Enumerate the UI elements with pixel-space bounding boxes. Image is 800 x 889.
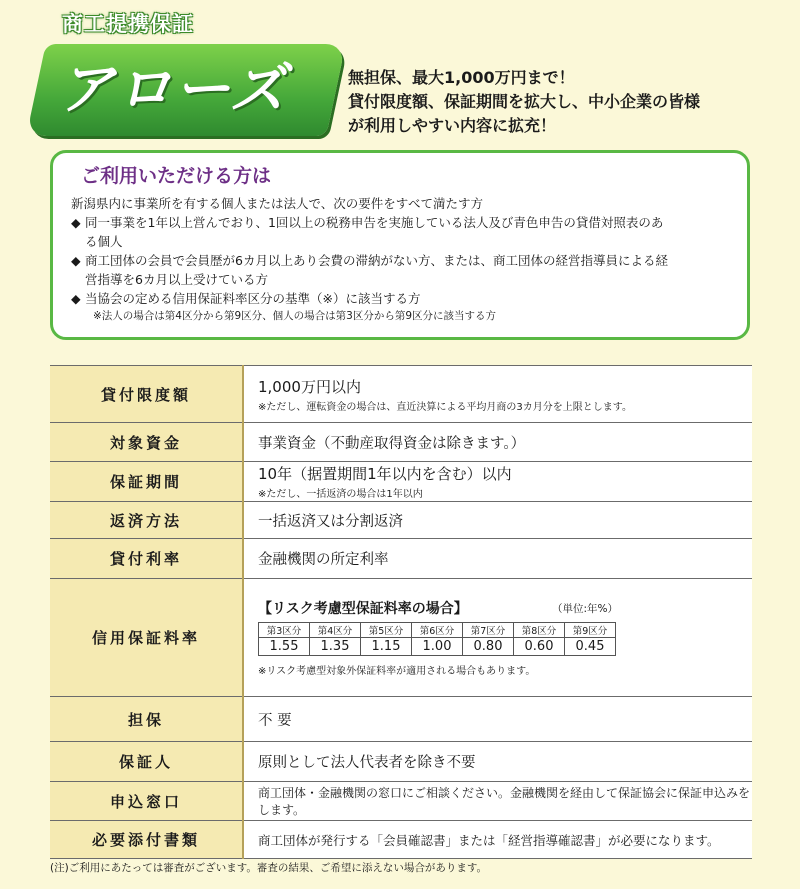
eligibility-note: ※法人の場合は第4区分から第9区分、個人の場合は第3区分から第9区分に該当する方	[93, 310, 497, 322]
table-row	[50, 502, 752, 539]
tagline-line: が利用しやすい内容に拡充！	[348, 116, 557, 135]
documents-value: 商工団体が発行する「会員確認書」または「経営指導確認書」が必要になります。	[243, 821, 752, 859]
repayment-value: 一括返済又は分割返済	[243, 502, 752, 539]
table-row	[50, 821, 752, 859]
fee-header	[258, 598, 618, 618]
purpose-value: 事業資金（不動産取得資金は除きます。）	[243, 423, 752, 462]
diamond-icon: ◆	[71, 253, 81, 268]
eligibility-requirement	[71, 289, 733, 308]
row-value	[243, 366, 752, 423]
eligibility-requirement	[71, 213, 733, 251]
row-label: 申込窓口	[50, 782, 243, 821]
eligibility-requirement	[71, 251, 733, 289]
requirement-text: 商工団体の会員で会員歴が6カ月以上あり会費の滞納がない方、または、商工団体の経営指導員による経	[85, 253, 668, 268]
fee-rate: 1.55	[259, 638, 310, 656]
product-subtitle: 商工提携保証	[62, 12, 194, 36]
fee-rate: 1.15	[361, 638, 412, 656]
row-label: 返済方法	[50, 502, 243, 539]
fee-heading: 【リスク考慮型保証料率の場合】	[258, 601, 468, 617]
row-label: 貸付利率	[50, 539, 243, 579]
row-value	[243, 462, 752, 502]
table-row	[50, 697, 752, 742]
table-row	[50, 366, 752, 423]
table-row	[50, 782, 752, 821]
requirement-text: 営指導を6カ月以上受けている方	[85, 272, 268, 287]
fee-rate-row	[259, 638, 616, 656]
row-label: 貸付限度額	[50, 366, 243, 423]
fee-rate: 1.00	[412, 638, 463, 656]
terms-table	[50, 365, 752, 859]
footnote: (注)ご利用にあたっては審査がございます。審査の結果、ご希望に添えない場合があります。	[50, 862, 488, 874]
fee-class: 第6区分	[412, 623, 463, 638]
row-label: 保証期間	[50, 462, 243, 502]
requirement-text: 同一事業を1年以上営んでおり、1回以上の税務申告を実施している法人及び青色申告の貸借対照表のあ	[85, 215, 664, 230]
table-row	[50, 539, 752, 579]
tagline-line: 貸付限度額、保証期間を拡大し、中小企業の皆様	[348, 92, 701, 111]
row-label: 担保	[50, 697, 243, 742]
fee-class: 第3区分	[259, 623, 310, 638]
eligibility-box	[50, 150, 750, 340]
fee-class: 第9区分	[565, 623, 616, 638]
table-row	[50, 742, 752, 782]
fee-class: 第8区分	[514, 623, 565, 638]
limit-note: ※ただし、運転資金の場合は、直近決算による平均月商の3カ月分を上限とします。	[258, 401, 632, 413]
window-value: 商工団体・金融機関の窓口にご相談ください。金融機関を経由して保証協会に保証申込みをします。	[243, 782, 752, 821]
eligibility-intro: 新潟県内に事業所を有する個人または法人で、次の要件をすべて満たす方	[71, 196, 484, 211]
fee-rate-table	[258, 622, 616, 656]
limit-value: 1,000万円以内	[258, 377, 361, 396]
diamond-icon: ◆	[71, 215, 81, 230]
table-row	[50, 423, 752, 462]
row-label: 信用保証料率	[50, 579, 243, 697]
fee-unit: （単位:年%）	[551, 603, 618, 615]
fee-rate: 1.35	[310, 638, 361, 656]
row-label: 対象資金	[50, 423, 243, 462]
fee-rate: 0.80	[463, 638, 514, 656]
table-row	[50, 462, 752, 502]
product-title: アローズ	[58, 57, 288, 122]
requirement-text: る個人	[85, 234, 123, 249]
fee-class-row	[259, 623, 616, 638]
tagline	[348, 66, 700, 138]
collateral-value: 不 要	[243, 697, 752, 742]
table-row	[50, 579, 752, 697]
fee-rate: 0.45	[565, 638, 616, 656]
fee-note: ※リスク考慮型対象外保証料率が適用される場合もあります。	[258, 666, 536, 677]
interest-value: 金融機関の所定利率	[243, 539, 752, 579]
requirement-text: 当協会の定める信用保証料率区分の基準（※）に該当する方	[85, 291, 421, 306]
period-value: 10年（据置期間1年以内を含む）以内	[258, 465, 512, 483]
row-label: 必要添付書類	[50, 821, 243, 859]
tagline-line: 無担保、最大1,000万円まで！	[348, 68, 575, 87]
fee-class: 第4区分	[310, 623, 361, 638]
diamond-icon: ◆	[71, 291, 81, 306]
row-label: 保証人	[50, 742, 243, 782]
fee-cell	[243, 579, 752, 697]
eligibility-title: ご利用いただける方は	[81, 165, 272, 187]
guarantor-value: 原則として法人代表者を除き不要	[243, 742, 752, 782]
fee-class: 第7区分	[463, 623, 514, 638]
fee-class: 第5区分	[361, 623, 412, 638]
period-note: ※ただし、一括返済の場合は1年以内	[258, 489, 423, 500]
fee-rate: 0.60	[514, 638, 565, 656]
